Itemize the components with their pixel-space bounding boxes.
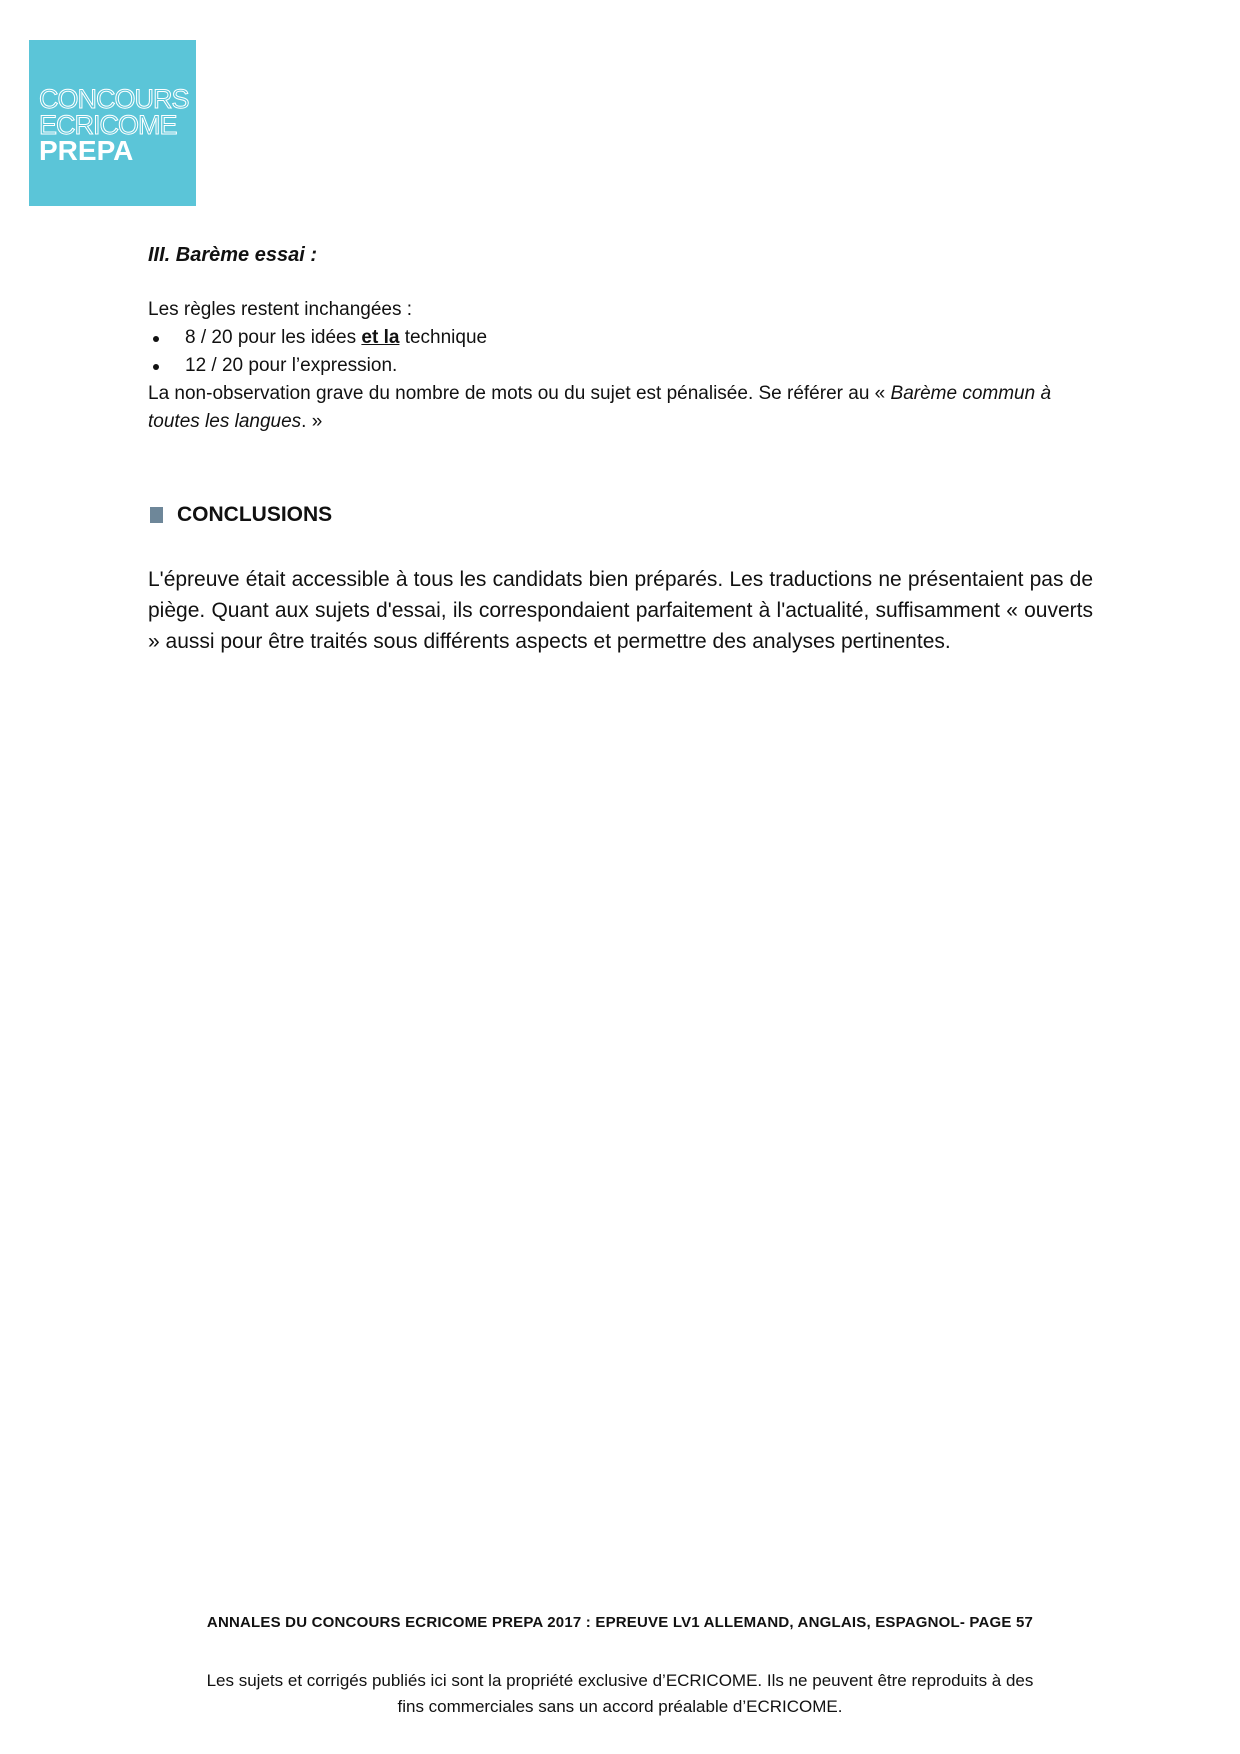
- list-item: 12 / 20 pour l’expression.: [148, 352, 1093, 380]
- footer-copyright: [0, 1668, 1240, 1720]
- conclusions-heading-text: CONCLUSIONS: [177, 503, 333, 526]
- conclusions-paragraph: L'épreuve était accessible à tous les candidats bien préparés. Les traductions ne présentaient pas de piège. Quant aux sujets d'essai, ils correspondaient parfaitement à l'actualité, suffisamment « ouverts » aussi pour être traités sous différents aspects et permettre des analyses pertinentes.: [148, 568, 1093, 653]
- footer-title: ANNALES DU CONCOURS ECRICOME PREPA 2017 : EPREUVE LV1 ALLEMAND, ANGLAIS, ESPAGNOL- PAGE 57: [206, 1614, 1034, 1631]
- grading-rules: [148, 296, 1093, 436]
- section-title: III. Barème essai :: [148, 244, 317, 266]
- note-reference: Barème commun à toutes les langues: [148, 383, 1052, 432]
- square-bullet-icon: [150, 507, 163, 523]
- logo-line-concours: CONCOURS: [39, 84, 189, 114]
- list-item: 8 / 20 pour les idées et la technique: [148, 324, 1093, 352]
- logo-line-ecricome: ECRICOME: [39, 110, 177, 140]
- ecricome-logo: [29, 40, 196, 206]
- emphasis-text: et la: [361, 327, 400, 348]
- footer-copyright-line: Les sujets et corrigés publiés ici sont la propriété exclusive d’ECRICOME. Ils ne peuvent être reproduits à des: [206, 1671, 1034, 1690]
- logo-line-prepa: PREPA: [39, 135, 134, 166]
- footer-copyright-line: fins commerciales sans un accord préalable d’ECRICOME.: [397, 1697, 843, 1716]
- rules-note: La non-observation grave du nombre de mots ou du sujet est pénalisée. Se référer au « Barème commun à toutes les langues. »: [148, 383, 1052, 432]
- rules-list: [148, 324, 1093, 380]
- conclusions-heading: [150, 503, 332, 527]
- rules-intro: Les règles restent inchangées :: [148, 299, 413, 320]
